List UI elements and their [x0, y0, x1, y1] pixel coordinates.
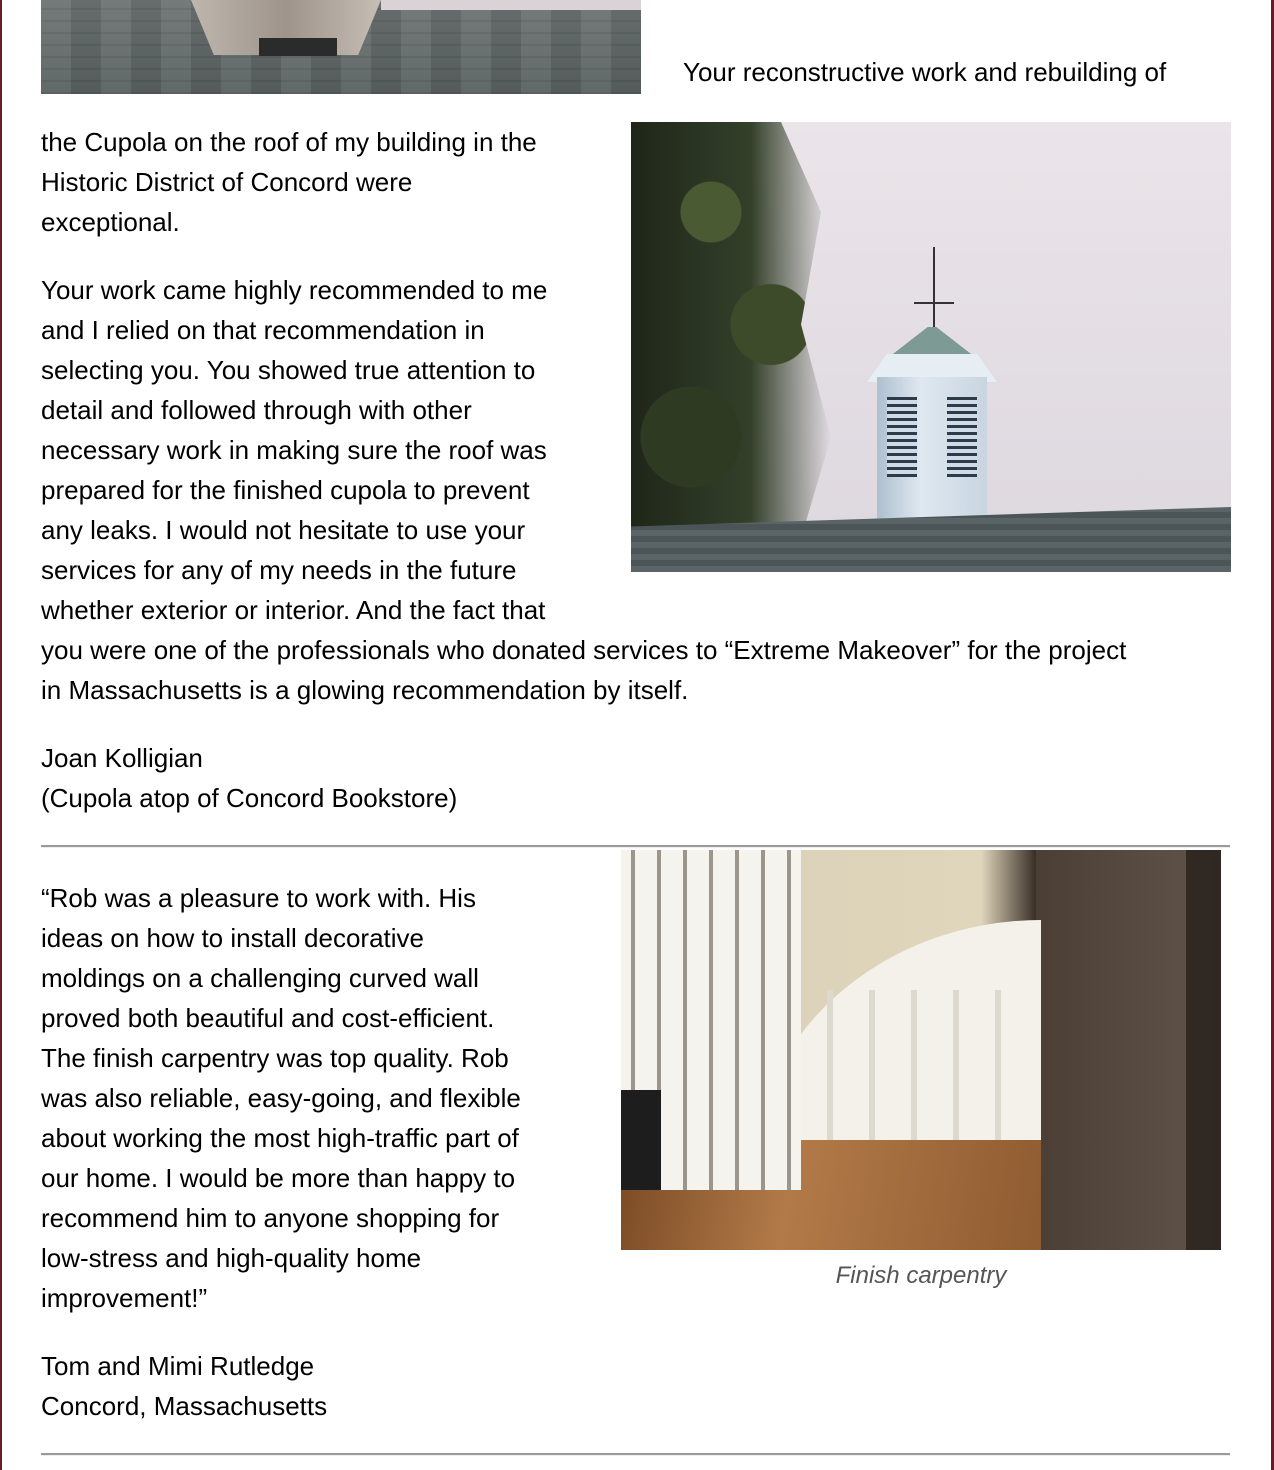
testimonial-opening-line: Your reconstructive work and rebuilding of — [683, 57, 1167, 87]
text-line: Your work came highly recommended to me — [41, 275, 548, 305]
wood-post — [1036, 850, 1186, 1250]
text-line: was also reliable, easy-going, and flexible — [41, 1083, 521, 1113]
text-line: exceptional. — [41, 207, 180, 237]
text-line: any leaks. I would not hesitate to use your — [41, 515, 526, 545]
testimonial-2-signature — [41, 1346, 327, 1426]
text-line: improvement!” — [41, 1283, 208, 1313]
newel-post — [621, 1090, 661, 1190]
divider — [41, 845, 1230, 848]
text-line: about working the most high-traffic part of — [41, 1123, 519, 1153]
photo-caption: Finish carpentry — [835, 1262, 1007, 1289]
finish-carpentry-photo — [621, 850, 1221, 1250]
text-line: services for any of my needs in the future — [41, 555, 517, 585]
text-line: prepared for the finished cupola to prevent — [41, 475, 530, 505]
old-cupola-roof-photo — [41, 0, 641, 94]
text-line: The finish carpentry was top quality. Rob — [41, 1043, 509, 1073]
text-line: in Massachusetts is a glowing recommendation by itself. — [41, 675, 689, 705]
text-line: the Cupola on the roof of my building in the — [41, 127, 537, 157]
author-location: Concord, Massachusetts — [41, 1391, 328, 1421]
text-line: “Rob was a pleasure to work with. His — [41, 883, 476, 913]
author-name: Tom and Mimi Rutledge — [41, 1351, 315, 1381]
text-line: recommend him to anyone shopping for — [41, 1203, 500, 1233]
text-line: whether exterior or interior. And the fact that — [41, 595, 546, 625]
page-frame-left — [0, 0, 2, 1470]
divider — [41, 1453, 1230, 1456]
author-name: Joan Kolligian — [41, 743, 203, 773]
text-line: you were one of the professionals who donated services to “Extreme Makeover” for the project — [41, 635, 1127, 665]
text-line: necessary work in making sure the roof was — [41, 435, 547, 465]
text-line: selecting you. You showed true attention to — [41, 355, 536, 385]
text-line: detail and followed through with other — [41, 395, 472, 425]
testimonial-1-paragraph-2 — [41, 270, 1231, 710]
text-line: our home. I would be more than happy to — [41, 1163, 516, 1193]
cupola-opening — [259, 38, 337, 56]
sky — [381, 0, 641, 10]
text-line: proved both beautiful and cost-efficient. — [41, 1003, 495, 1033]
text-line: moldings on a challenging curved wall — [41, 963, 479, 993]
testimonial-2-quote — [41, 878, 611, 1318]
author-note: (Cupola atop of Concord Bookstore) — [41, 783, 458, 813]
text-line: Historic District of Concord were — [41, 167, 413, 197]
text-line: ideas on how to install decorative — [41, 923, 425, 953]
testimonial-1-paragraph-1 — [41, 122, 611, 242]
text-line: and I relied on that recommendation in — [41, 315, 485, 345]
testimonial-1-signature — [41, 738, 457, 818]
text-line: low-stress and high-quality home — [41, 1243, 422, 1273]
decorative-moldings — [791, 990, 1021, 1140]
